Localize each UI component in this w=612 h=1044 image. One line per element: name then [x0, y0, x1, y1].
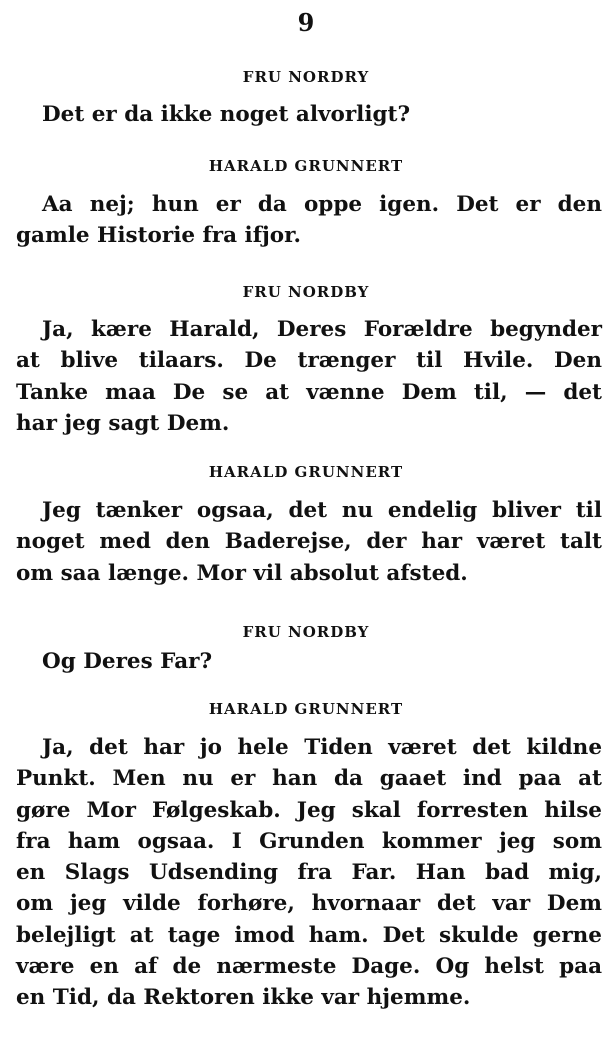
speech-line: om saa længe. Mor vil absolut afsted.	[16, 560, 468, 586]
speaker-name: FRU NORDBY	[242, 283, 370, 301]
speaker-name: HARALD GRUNNERT	[208, 463, 404, 481]
speech-line: Jeg tænker ogsaa, det nu endelig bliver til	[42, 498, 602, 523]
speech-line: noget med den Baderejse, der har været talt	[16, 529, 602, 555]
speech-line: har jeg sagt Dem.	[16, 410, 230, 436]
speech-text	[16, 732, 602, 1014]
speech-line: Og Deres Far?	[42, 649, 213, 674]
speech-line: Det er da ikke noget alvorligt?	[42, 102, 411, 127]
page-number: 9	[297, 8, 315, 37]
speech-line: Tanke maa De se at vænne Dem til, — det	[16, 379, 602, 405]
speech-line: om jeg vilde forhøre, hvornaar det var Dem	[16, 891, 602, 917]
speaker-name: FRU NORDRY	[242, 68, 370, 86]
speech-line: belejligt at tage imod ham. Det skulde gerne	[16, 922, 602, 948]
speech-text	[16, 189, 602, 252]
speech-line: gamle Historie fra ifjor.	[16, 223, 301, 249]
speech-line: en Slags Udsending fra Far. Han bad mig,	[16, 860, 602, 886]
speech-line: Ja, det har jo hele Tiden været det kildne	[42, 735, 602, 760]
speaker-name: FRU NORDBY	[242, 623, 370, 641]
speech-text	[16, 314, 602, 439]
speech-line: fra ham ogsaa. I Grunden kommer jeg som	[16, 828, 602, 854]
speech-line: en Tid, da Rektoren ikke var hjemme.	[16, 985, 471, 1011]
speech-text	[16, 99, 602, 130]
speech-line: Ja, kære Harald, Deres Forældre begynder	[42, 317, 602, 342]
speech-line: være en af de nærmeste Dage. Og helst paa	[16, 954, 602, 980]
speaker-name: HARALD GRUNNERT	[208, 700, 404, 718]
speech-text	[16, 495, 602, 589]
speech-line: gøre Mor Følgeskab. Jeg skal forresten hilse	[16, 797, 602, 823]
speech-text	[16, 646, 602, 677]
speaker-name: HARALD GRUNNERT	[208, 157, 404, 175]
speech-line: Punkt. Men nu er han da gaaet ind paa at	[16, 766, 602, 792]
speech-line: Aa nej; hun er da oppe igen. Det er den	[42, 192, 602, 217]
speech-line: at blive tilaars. De trænger til Hvile. Den	[16, 348, 602, 374]
